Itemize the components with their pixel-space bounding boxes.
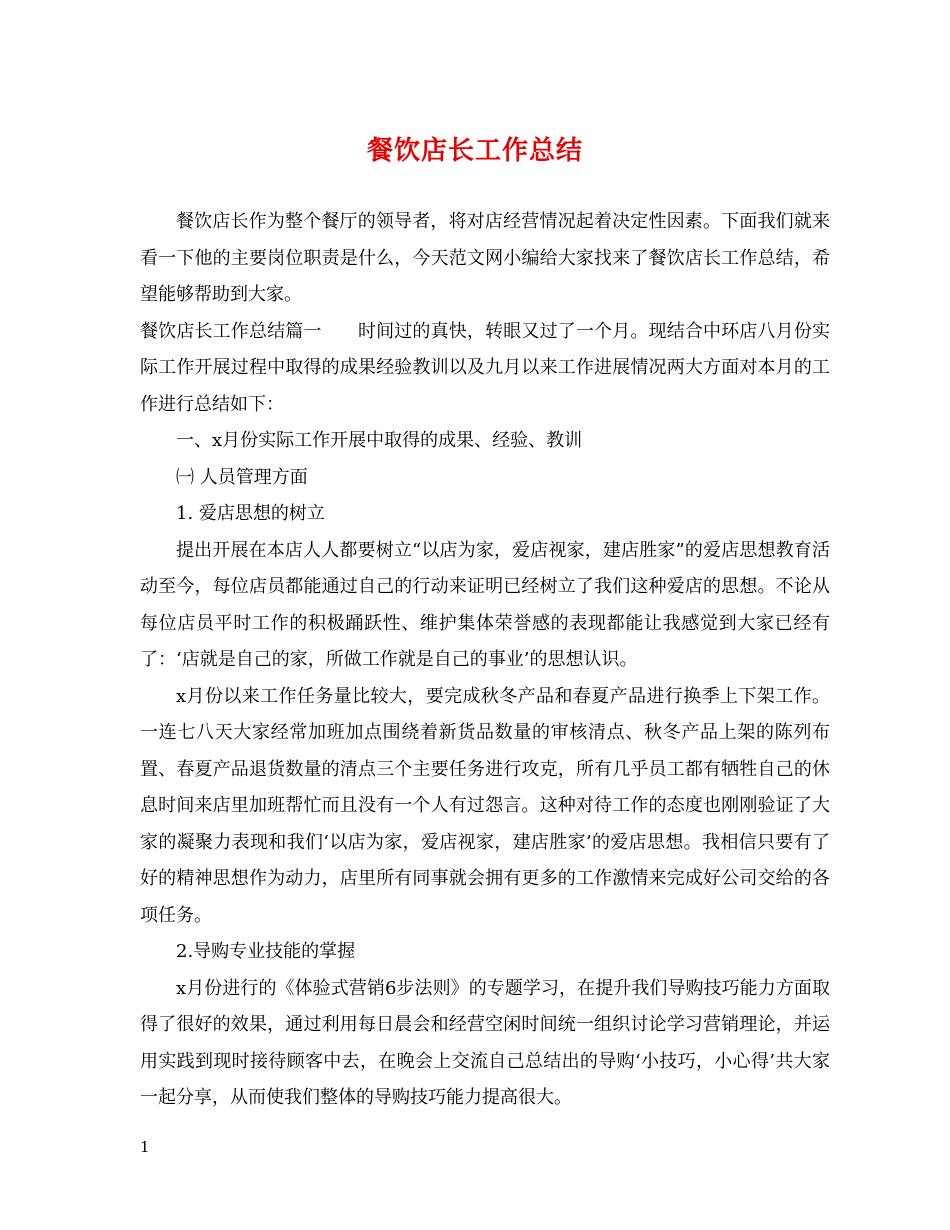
paragraph: 提出开展在本店人人都要树立“以店为家，爱店视家，建店胜家”的爱店思想教育活动至今，每位店员都能通过自己的行动来证明已经树立了我们这种爱店的思想。不论从每位店员平时工作的积极踊跃性、维护集体荣誉感的表现都能让我感觉到大家已经有了：‘店就是自己的家，所做工作就是自己的事业’的思想认识。 xyxy=(140,539,830,670)
subsection-heading: ㈠ 人员管理方面 xyxy=(176,466,308,488)
item-heading: 1. 爱店思想的树立 xyxy=(176,503,325,524)
paragraph: 餐饮店长作为整个餐厅的领导者，将对店经营情况起着决定性因素。下面我们就来看一下他的主要岗位职责是什么，今天范文网小编给大家找来了餐饮店长工作总结，希望能够帮助到大家。 xyxy=(140,211,830,305)
page-number: 1 xyxy=(140,1138,150,1156)
paragraph: x月份以来工作任务量比较大，要完成秋冬产品和春夏产品进行换季上下架工作。一连七八天大家经常加班加点围绕着新货品数量的审核清点、秋冬产品上架的陈列布置、春夏产品退货数量的清点三个主要任务进行攻克，所有几乎员工都有牺牲自己的休息时间来店里加班帮忙而且没有一个人有过怨言。这种对待工作的态度也刚刚验证了大家的凝聚力表现和我们‘以店为家，爱店视家，建店胜家’的爱店思想。我相信只要有了好的精神思想作为动力，店里所有同事就会拥有更多的工作激情来完成好公司交给的各项任务。 xyxy=(140,685,830,926)
item-heading: 2.导购专业技能的掌握 xyxy=(176,941,356,962)
document-body xyxy=(140,204,830,1117)
paragraph: x月份进行的《体验式营销6步法则》的专题学习，在提升我们导购技巧能力方面取得了很好的效果，通过利用每日晨会和经营空闲时间统一组织讨论学习营销理论，并运用实践到现时接待顾客中去，在晚会上交流自己总结出的导购‘小技巧，小心得’共大家一起分享，从而使我们整体的导购技巧能力提高很大。 xyxy=(140,977,830,1108)
section-heading: 一、x月份实际工作开展中取得的成果、经验、教训 xyxy=(176,430,583,451)
paragraph: 餐饮店长工作总结篇一 时间过的真快，转眼又过了一个月。现结合中环店八月份实际工作开展过程中取得的成果经验教训以及九月以来工作进展情况两大方面对本月的工作进行总结如下： xyxy=(140,320,830,415)
document-title: 餐饮店长工作总结 xyxy=(366,136,583,166)
